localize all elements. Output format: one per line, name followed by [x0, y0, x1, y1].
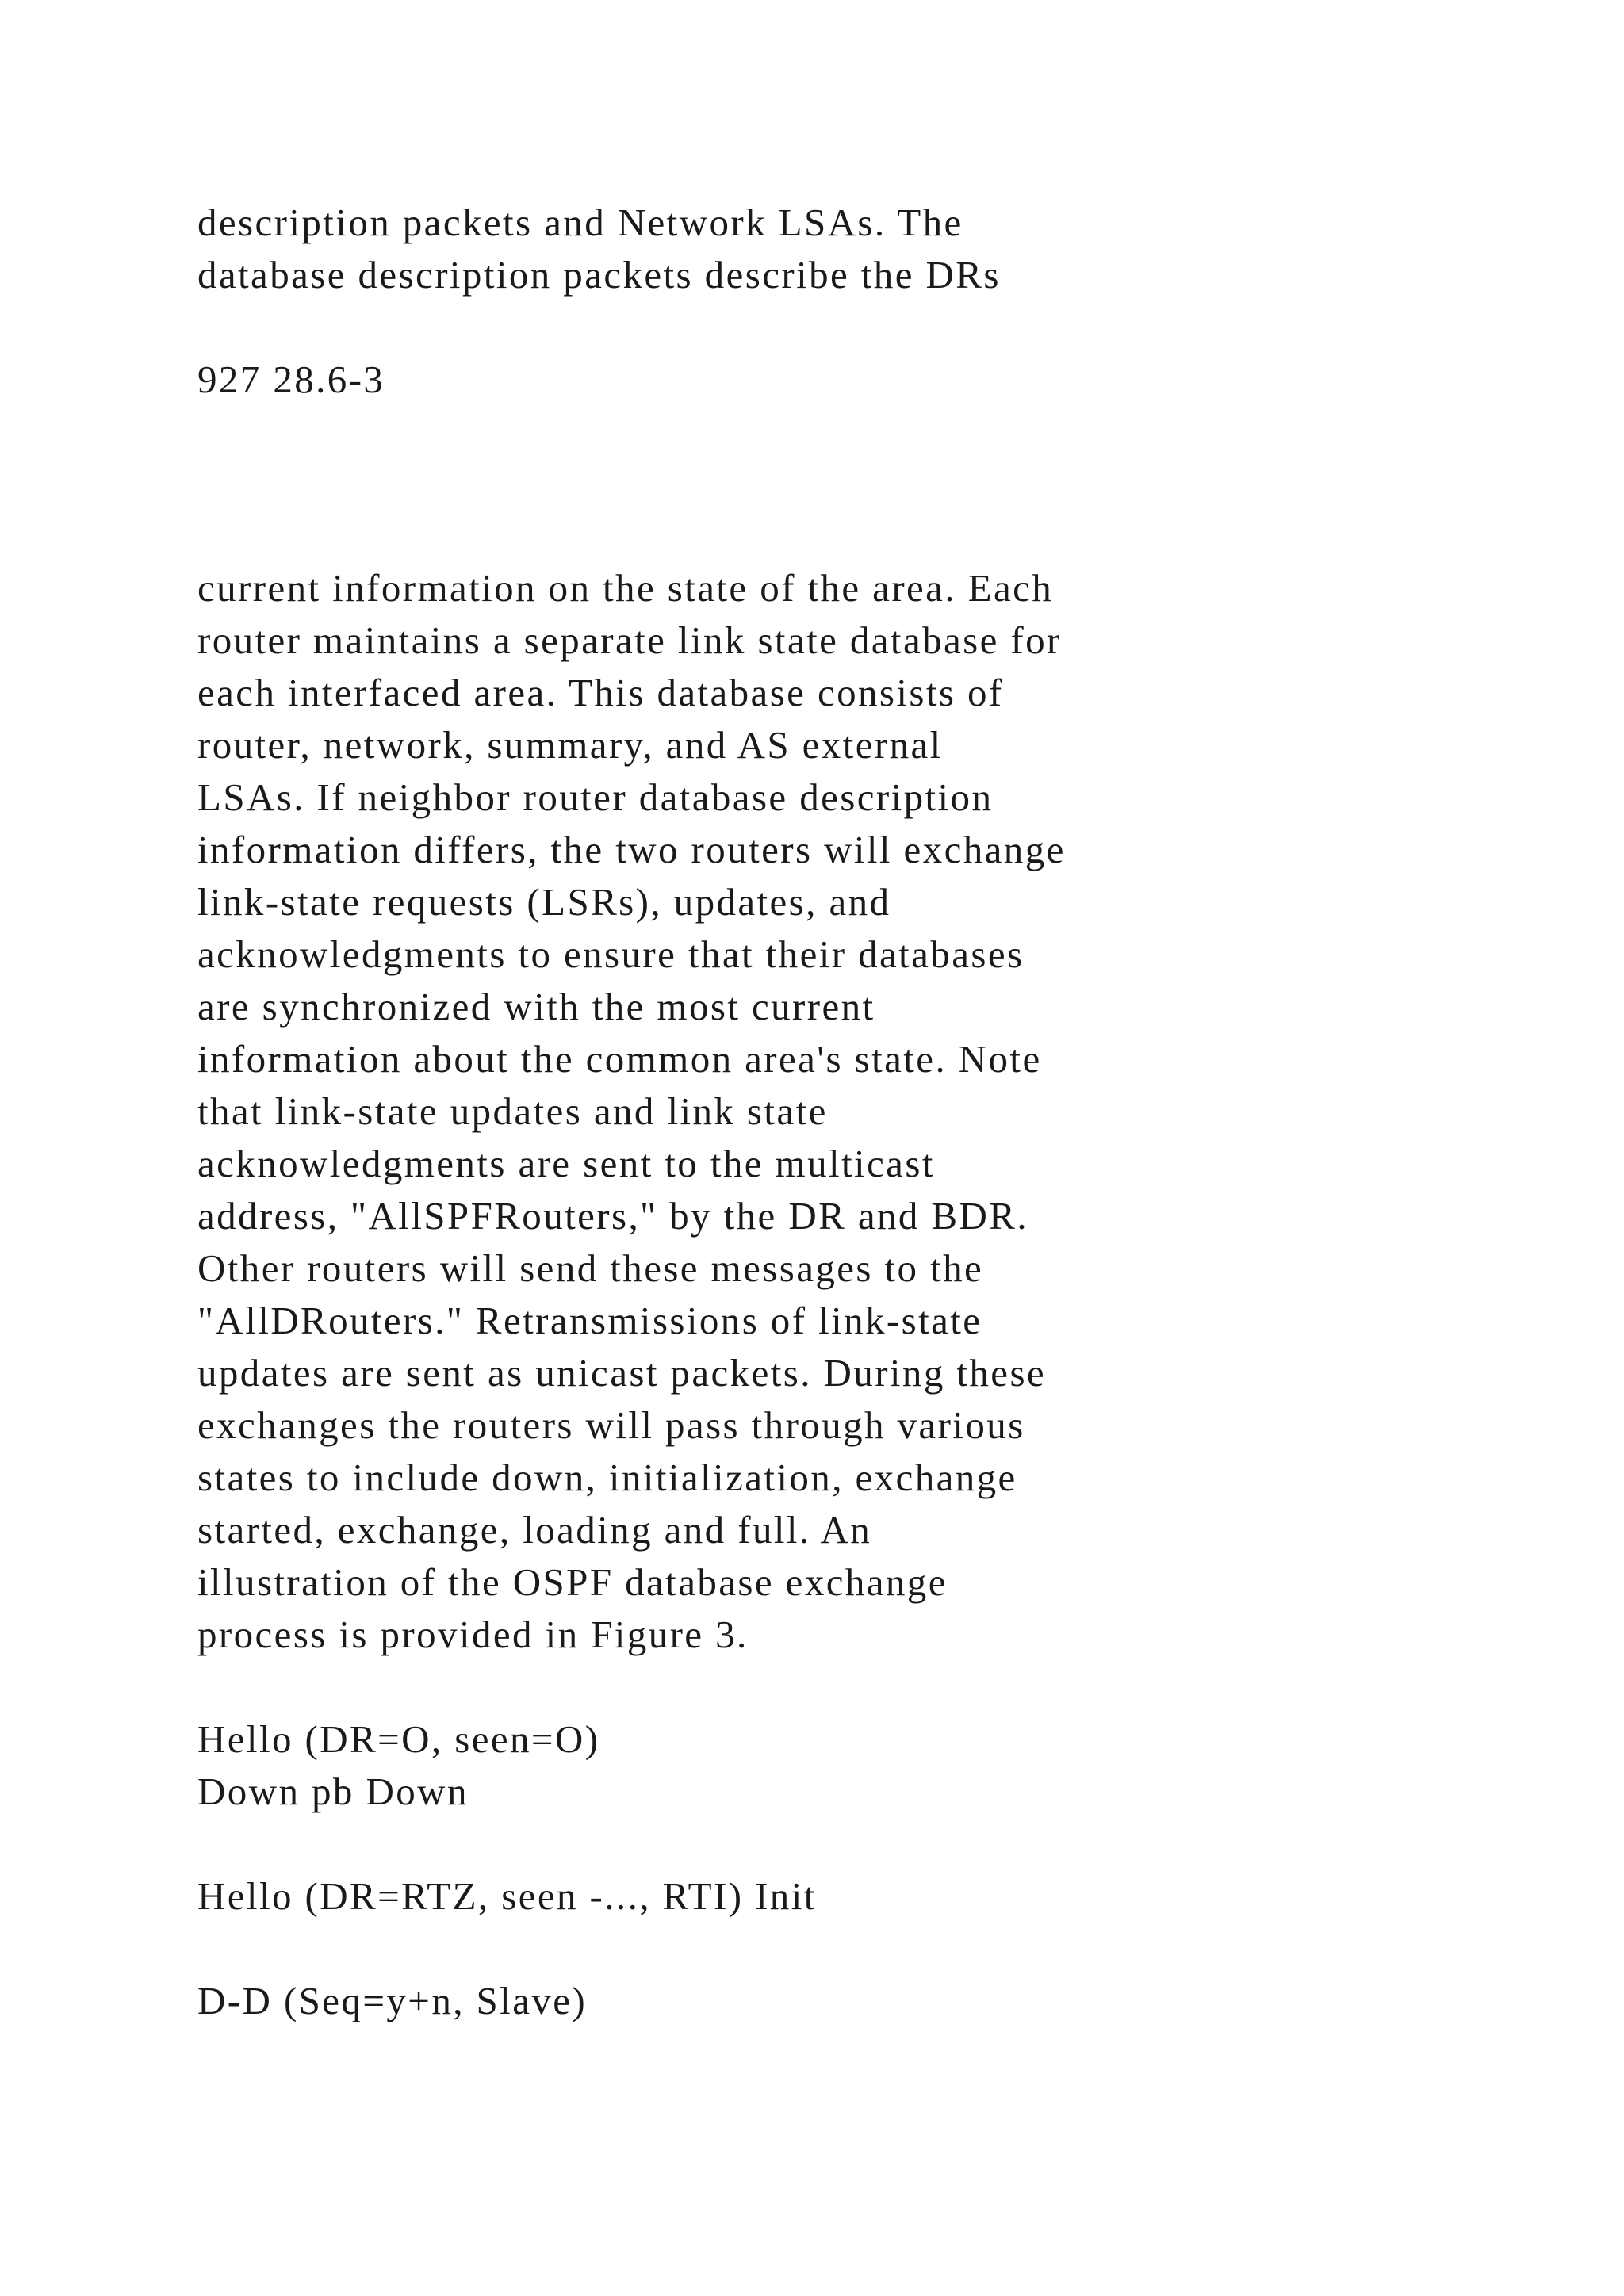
text-line: router maintains a separate link state database for: [197, 618, 1062, 662]
text-line: address, "AllSPFRouters," by the DR and BDR.: [197, 1194, 1029, 1238]
text-line: description packets and Network LSAs. The: [197, 201, 963, 244]
text-line: process is provided in Figure 3.: [197, 1613, 749, 1656]
text-line: information differs, the two routers will exchange: [197, 828, 1066, 871]
text-line: started, exchange, loading and full. An: [197, 1508, 872, 1552]
text-line: current information on the state of the area. Each: [197, 566, 1054, 610]
text-line: acknowledgments are sent to the multicast: [197, 1142, 935, 1185]
text-line: that link-state updates and link state: [197, 1089, 828, 1133]
text-line: link-state requests (LSRs), updates, and: [197, 880, 891, 924]
text-line: Other routers will send these messages to the: [197, 1246, 984, 1290]
figure-text-line: D-D (Seq=y+n, Slave): [197, 1979, 588, 2022]
text-line: exchanges the routers will pass through various: [197, 1403, 1025, 1447]
text-line: database description packets describe the DRs: [197, 253, 1001, 297]
text-line: "AllDRouters." Retransmissions of link-state: [197, 1299, 982, 1342]
text-line: updates are sent as unicast packets. During these: [197, 1351, 1047, 1395]
text-line: router, network, summary, and AS external: [197, 723, 943, 767]
text-line: acknowledgments to ensure that their databases: [197, 932, 1025, 976]
text-line: illustration of the OSPF database exchange: [197, 1560, 948, 1604]
text-line: LSAs. If neighbor router database description: [197, 775, 994, 819]
figure-text-line: Down pb Down: [197, 1770, 469, 1813]
text-line: are synchronized with the most current: [197, 985, 875, 1028]
figure-text-line: Hello (DR=RTZ, seen -..., RTI) Init: [197, 1874, 817, 1918]
text-line: each interfaced area. This database consists of: [197, 671, 1004, 714]
figure-text-line: Hello (DR=O, seen=O): [197, 1717, 600, 1761]
page-reference: 927 28.6-3: [197, 358, 385, 401]
text-line: states to include down, initialization, exchange: [197, 1456, 1017, 1499]
text-line: information about the common area's state. Note: [197, 1037, 1042, 1081]
